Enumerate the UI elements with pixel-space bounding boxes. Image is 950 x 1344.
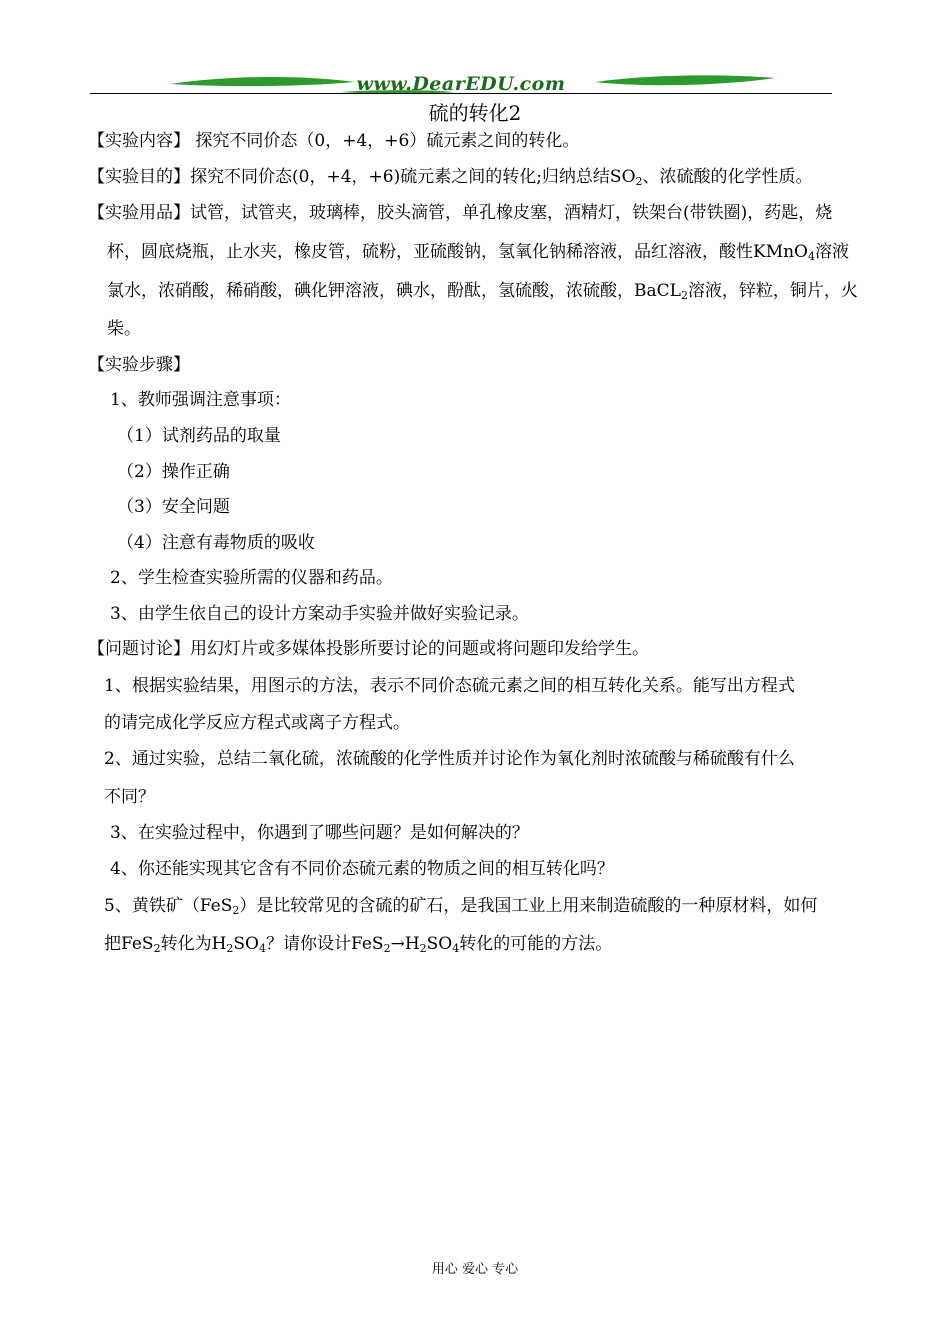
step-1: 1、教师强调注意事项： <box>110 390 291 410</box>
step-3: 3、由学生依自己的设计方案动手实验并做好实验记录。 <box>110 604 529 624</box>
header-rule <box>90 93 832 94</box>
materials-line-2: 杯，圆底烧瓶，止水夹，橡皮管，硫粉，亚硫酸钠，氢氧化钠稀溶液，品红溶液，酸性KMnO$_4$溶液 <box>107 242 849 263</box>
step-1-item: （1）试剂药品的取量 <box>117 426 281 446</box>
question-1-line-2: 的请完成化学反应方程式或离子方程式。 <box>104 713 410 733</box>
steps-label: 【实验步骤】 <box>88 355 190 375</box>
section-label: 【问题讨论】 <box>88 639 190 659</box>
site-logo: www.DearEDU.com <box>356 73 566 95</box>
step-2: 2、学生检查实验所需的仪器和药品。 <box>110 568 393 588</box>
content-line <box>88 129 579 153</box>
question-4: 4、你还能实现其它含有不同价态硫元素的物质之间的相互转化吗？ <box>110 859 614 879</box>
materials-line-1: 【实验用品】试管，试管夹，玻璃棒，胶头滴管，单孔橡皮塞，酒精灯，铁架台(带铁圈)，药匙，烧 <box>88 203 833 223</box>
section-label: 【实验用品】 <box>88 203 190 223</box>
header-banner <box>90 70 832 102</box>
step-1-item: （2）操作正确 <box>117 462 230 482</box>
step-1-item: （4）注意有毒物质的吸收 <box>117 533 315 553</box>
section-text: 探究不同价态（0，+4，+6）硫元素之间的转化。 <box>195 131 580 151</box>
discussion-line: 【问题讨论】用幻灯片或多媒体投影所要讨论的问题或将问题印发给学生。 <box>88 639 649 659</box>
section-label: 【实验内容】 <box>88 131 190 151</box>
question-3: 3、在实验过程中，你遇到了哪些问题？是如何解决的？ <box>110 823 529 843</box>
step-1-item: （3）安全问题 <box>117 497 230 517</box>
section-label: 【实验目的】 <box>88 167 190 187</box>
purpose-line: 【实验目的】探究不同价态(0，+4，+6)硫元素之间的转化;归纳总结$SO_2$、浓硫酸的化学性质。 <box>88 167 813 188</box>
question-5-line-1: 5、黄铁矿（FeS$_2$）是比较常见的含硫的矿石，是我国工业上用来制造硫酸的一种原材料，如何 <box>104 896 818 917</box>
question-1-line-1: 1、根据实验结果，用图示的方法，表示不同价态硫元素之间的相互转化关系。能写出方程式 <box>104 676 795 696</box>
question-2-line-1: 2、通过实验，总结二氧化硫，浓硫酸的化学性质并讨论作为氧化剂时浓硫酸与稀硫酸有什么 <box>104 749 795 769</box>
question-5-line-2: 把FeS$_2$转化为$H_2SO_4$？请你设计$FeS_2\to H_2SO_4$转化的可能的方法。 <box>104 934 613 955</box>
question-2-line-2: 不同？ <box>104 787 155 807</box>
page-footer: 用心 爱心 专心 <box>431 1262 519 1277</box>
materials-line-3: 氯水，浓硝酸，稀硝酸，碘化钾溶液，碘水，酚酞，氢硫酸，浓硫酸，BaCL$_2$溶液，锌粒，铜片，火 <box>107 281 858 302</box>
page-title: 硫的转化2 <box>428 101 522 125</box>
materials-line-4: 柴。 <box>107 319 141 339</box>
